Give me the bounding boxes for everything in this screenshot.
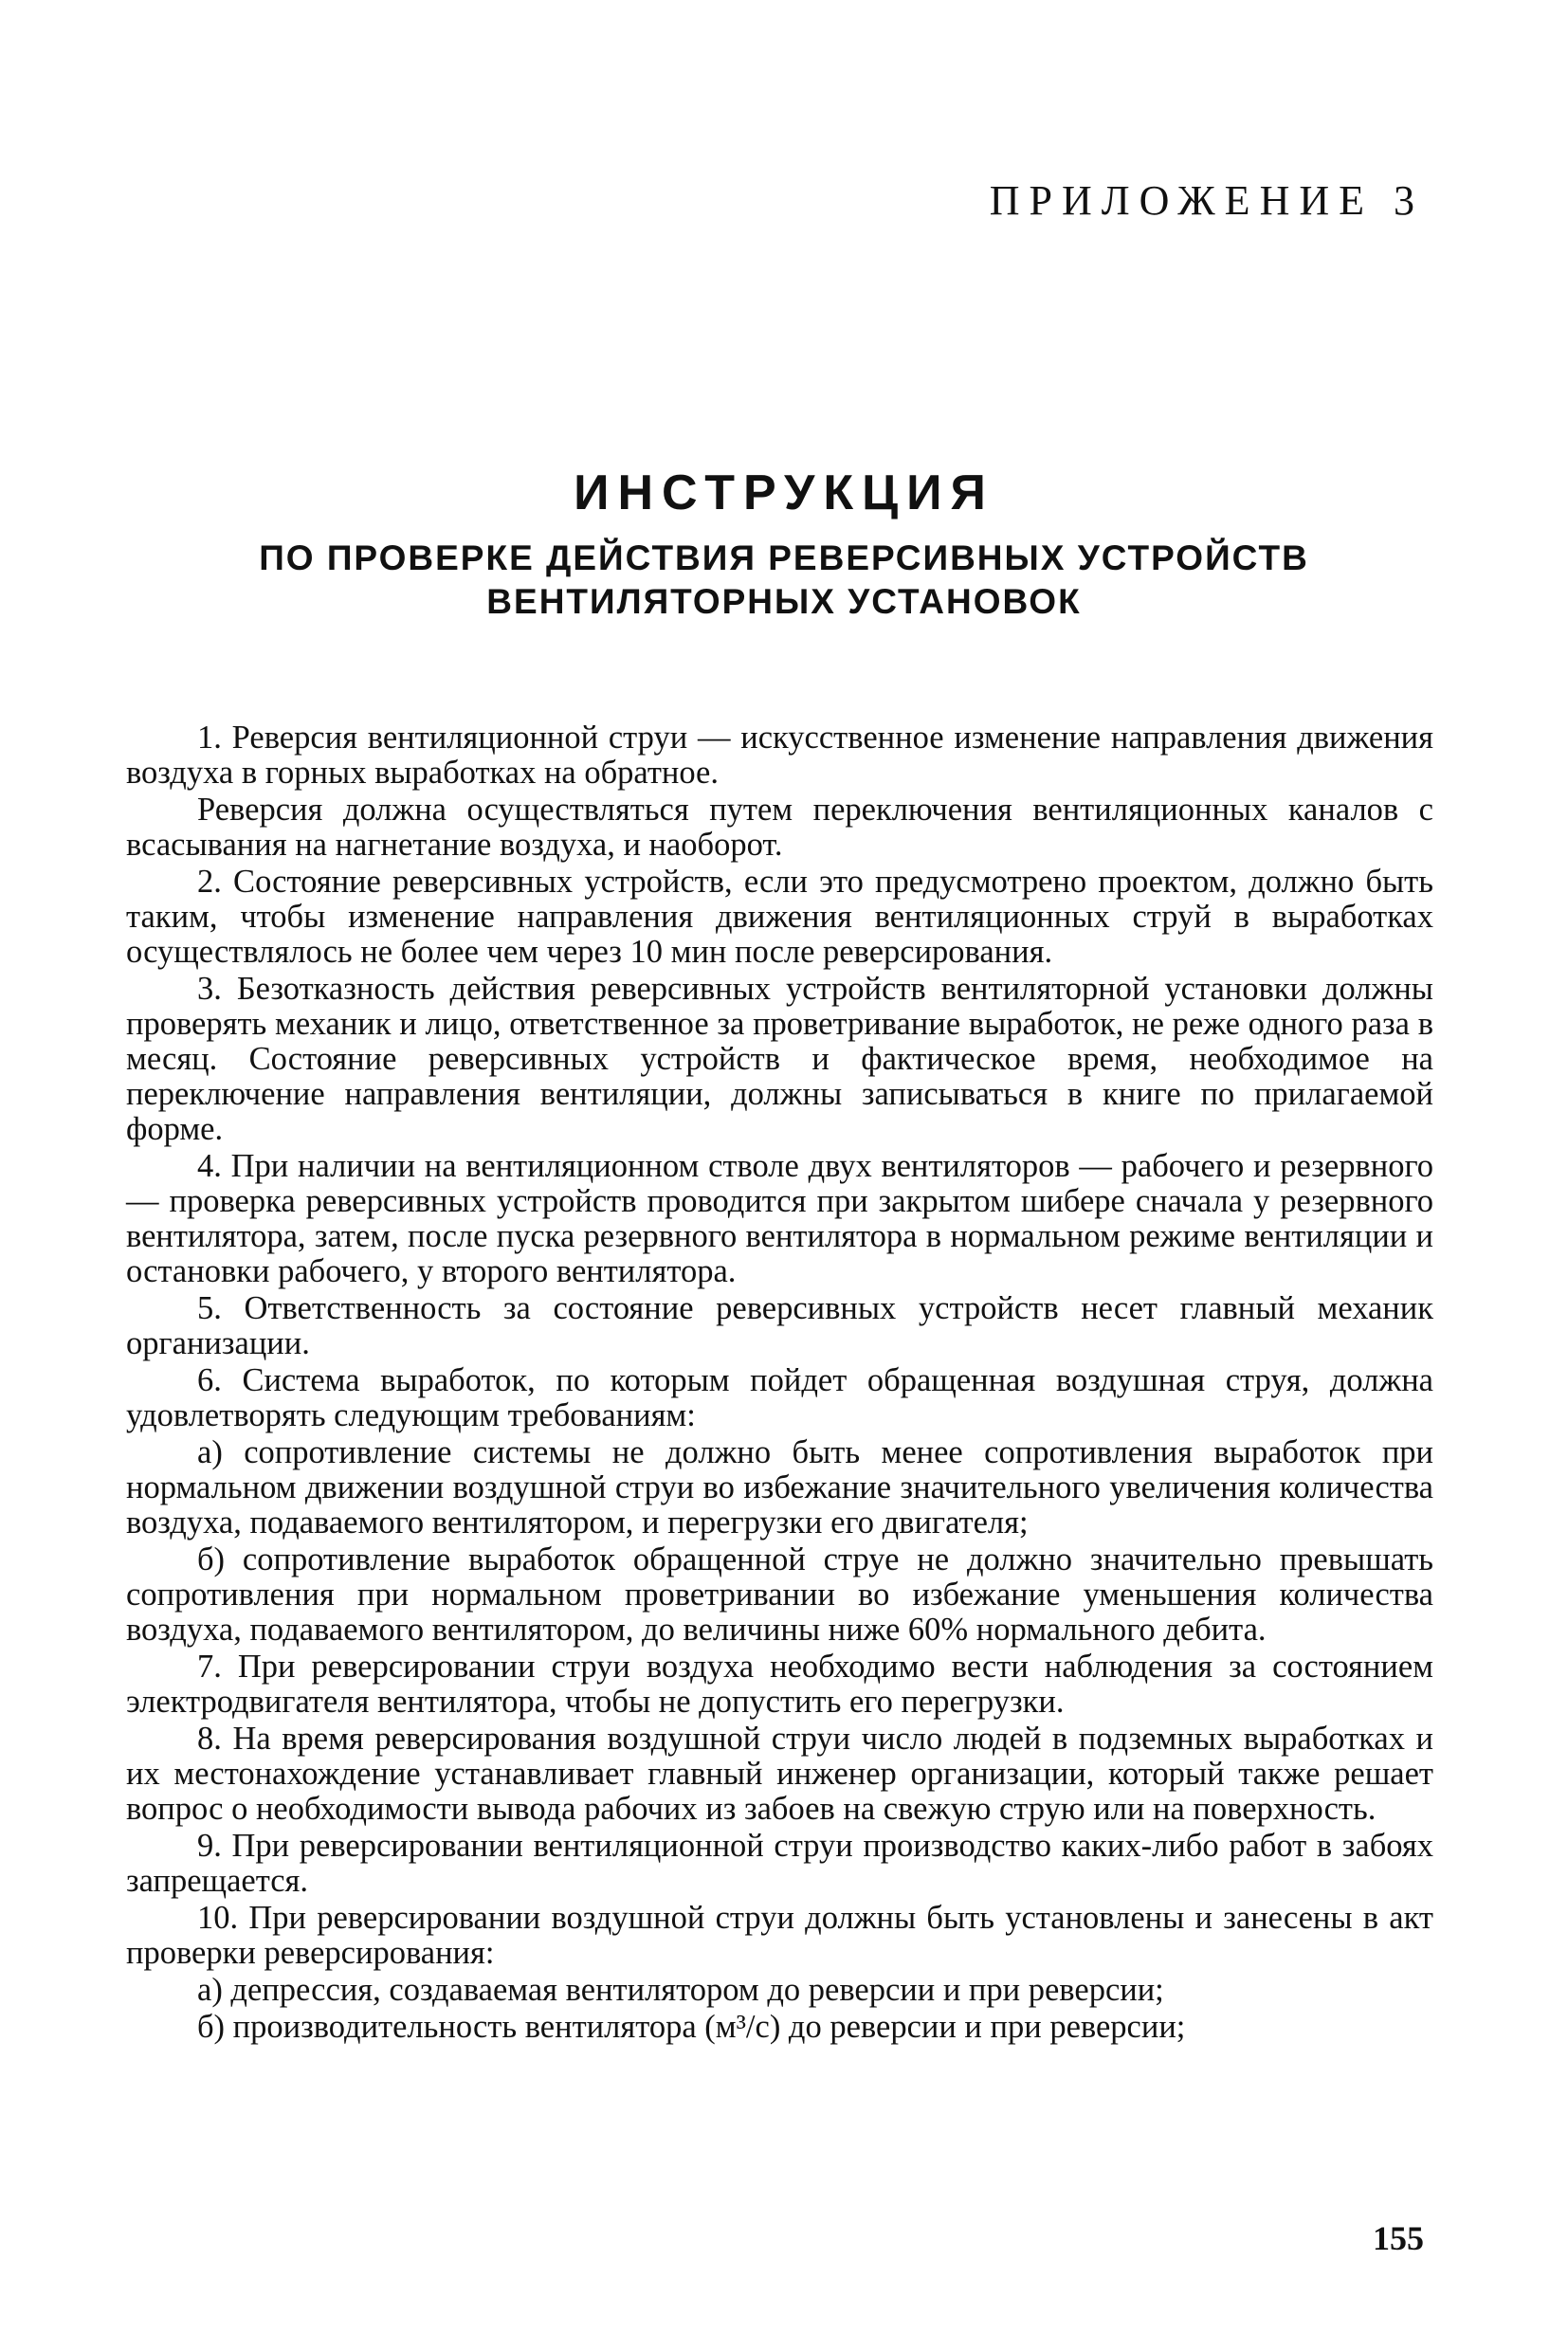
paragraph-3: 3. Безотказность действия реверсивных устройств вентиляторной установки должны проверять механик и лицо, ответственное за проветривание выработок, не реже одного раза в месяц. Состояние реверсивных устройств и фактическое время, необходимое на переключение направления вентиляции, должны записываться в книге по прилагаемой форме. <box>126 971 1433 1147</box>
paragraph-2: 2. Состояние реверсивных устройств, если это предусмотрено проектом, должно быть таким, чтобы изменение направления движения вентиляционных струй в выработках осуществлялось не более чем через 10 мин после реверсирования. <box>126 864 1433 970</box>
page-number: 155 <box>1373 2219 1424 2257</box>
paragraph-1-cont: Реверсия должна осуществляться путем переключения вентиляционных каналов с всасывания на нагнетание воздуха, и наоборот. <box>126 792 1433 863</box>
paragraph-6a: а) сопротивление системы не должно быть менее сопротивления выработок при нормальном движении воздушной струи во избежание значительного увеличения количества воздуха, подаваемого вентилятором, и перегрузки его двигателя; <box>126 1434 1433 1541</box>
paragraph-4: 4. При наличии на вентиляционном стволе двух вентиляторов — рабочего и резервного — проверка реверсивных устройств проводится при закрытом шибере сначала у резервного вентилятора, затем, после пуска резервного вентилятора в нормальном режиме вентиляции и остановки рабочего, у второго вентилятора. <box>126 1148 1433 1289</box>
paragraph-10b: б) производительность вентилятора (м³/с) до реверсии и при реверсии; <box>197 2009 1186 2045</box>
document-title: ИНСТРУКЦИЯ <box>574 465 994 520</box>
document-subtitle-line1: ПО ПРОВЕРКЕ ДЕЙСТВИЯ РЕВЕРСИВНЫХ УСТРОЙСТВ <box>259 538 1309 577</box>
paragraph-9: 9. При реверсировании вентиляционной струи производство каких-либо работ в забоях запрещается. <box>126 1828 1433 1899</box>
paragraph-10: 10. При реверсировании воздушной струи должны быть установлены и занесены в акт проверки реверсирования: <box>126 1900 1433 1971</box>
paragraph-8: 8. На время реверсирования воздушной струи число людей в подземных выработках и их местонахождение устанавливает главный инженер организации, который также решает вопрос о необходимости вывода рабочих из забоев на свежую струю или на поверхность. <box>126 1721 1433 1827</box>
paragraph-1: 1. Реверсия вентиляционной струи — искусственное изменение направления движения воздуха в горных выработках на обратное. <box>126 720 1433 791</box>
document-subtitle-line2: ВЕНТИЛЯТОРНЫХ УСТАНОВОК <box>486 582 1082 621</box>
paragraph-10a: а) депрессия, создаваемая вентилятором до реверсии и при реверсии; <box>197 1972 1164 2008</box>
appendix-label: ПРИЛОЖЕНИЕ 3 <box>989 177 1424 224</box>
paragraph-5: 5. Ответственность за состояние реверсивных устройств несет главный механик организации. <box>126 1290 1433 1361</box>
paragraph-6b: б) сопротивление выработок обращенной струе не должно значительно превышать сопротивления при нормальном проветривании во избежание уменьшения количества воздуха, подаваемого вентилятором, до величины ниже 60% нормального дебита. <box>126 1541 1433 1648</box>
paragraph-7: 7. При реверсировании струи воздуха необходимо вести наблюдения за состоянием электродвигателя вентилятора, чтобы не допустить его перегрузки. <box>126 1649 1433 1720</box>
instruction-body <box>126 720 1433 2045</box>
paragraph-6: 6. Система выработок, по которым пойдет обращенная воздушная струя, должна удовлетворять следующим требованиям: <box>126 1362 1433 1433</box>
